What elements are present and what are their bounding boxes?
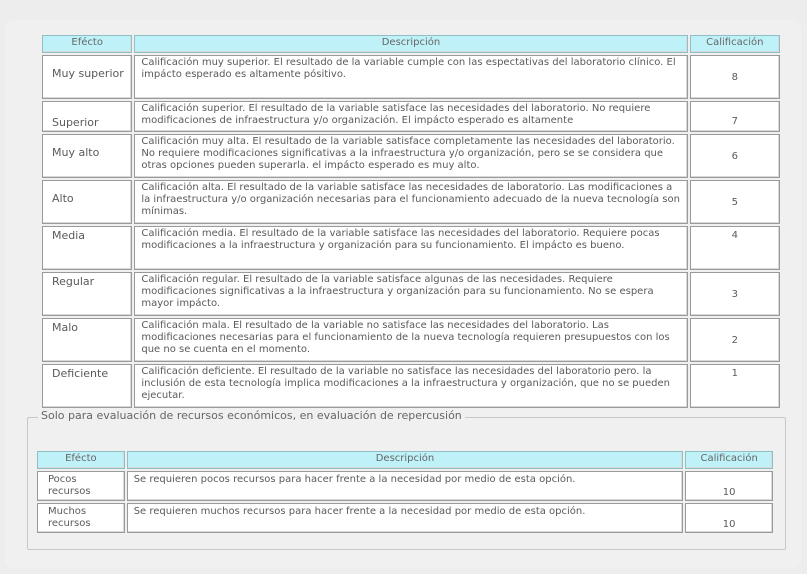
effect-cell: Muy alto: [42, 134, 132, 178]
effect-cell: Regular: [42, 272, 132, 316]
rating-cell: 8: [690, 55, 780, 99]
column-header-effect: Efécto: [37, 451, 125, 469]
effect-cell: Superior: [42, 101, 132, 132]
effect-cell: Alto: [42, 180, 132, 224]
description-cell: Calificación alta. El resultado de la variable satisface las necesidades de laboratorio. Las modificaciones a la infraestructura y/o organización necesarias para el funcionamiento adecuado de la nueva tecnología son mínimas.: [134, 180, 687, 224]
effect-cell: Malo: [42, 318, 132, 362]
rating-cell: 5: [690, 180, 780, 224]
description-cell: Calificación muy alta. El resultado de la variable satisface completamente las necesidades del laboratorio. No requiere modificaciones significativas a la infraestructura y/o organización, pero se se considera que otras opciones pueden superarla. el impácto esperado es muy alto.: [134, 134, 687, 178]
description-cell: Se requieren muchos recursos para hacer frente a la necesidad por medio de esta opción.: [127, 503, 684, 533]
economic-resources-table: [35, 449, 775, 535]
column-header-effect: Efécto: [42, 35, 132, 53]
description-cell: Calificación regular. El resultado de la variable satisface algunas de las necesidades. Requiere modificaciones significativas a la infraestructura y organización para su funcionamiento. No se espera mayor impácto.: [134, 272, 687, 316]
description-cell: Se requieren pocos recursos para hacer frente a la necesidad por medio de esta opción.: [127, 471, 684, 501]
table-row: [37, 503, 773, 533]
description-text: Calificación superior. El resultado de la variable satisface las necesidades del laboratorio. No requiere modificaciones de infraestructura y/o organización. El impácto esperado es altamente: [141, 103, 651, 126]
effect-cell: Pocos recursos: [37, 471, 125, 501]
column-header-description: Descripción: [134, 35, 687, 53]
rating-cell: 3: [690, 272, 780, 316]
rating-cell: 4: [690, 226, 780, 270]
table-row: [42, 226, 780, 270]
table-row: [42, 55, 780, 99]
effect-cell: Muchos recursos: [37, 503, 125, 533]
rating-cell: 10: [685, 471, 773, 501]
table-row: [42, 272, 780, 316]
rating-cell: 1: [690, 364, 780, 408]
table-row: [42, 318, 780, 362]
table-row: [42, 364, 780, 408]
column-header-description: Descripción: [127, 451, 684, 469]
effect-cell: Deficiente: [42, 364, 132, 408]
description-cell: Calificación mala. El resultado de la variable no satisface las necesidades del laboratorio. Las modificaciones necesarias para el funcionamiento de la nueva tecnología requieren presupuestos con los que no se cuenta en el momento.: [134, 318, 687, 362]
effect-cell: Muy superior: [42, 55, 132, 99]
table-row: [37, 471, 773, 501]
rating-cell: 7: [690, 101, 780, 132]
description-cell: [134, 101, 687, 132]
table-header-row: [42, 35, 780, 53]
column-header-rating: Calificación: [685, 451, 773, 469]
table-header-row: [37, 451, 773, 469]
column-header-rating: Calificación: [690, 35, 780, 53]
economic-resources-legend: Solo para evaluación de recursos económicos, en evaluación de repercusión: [38, 409, 465, 422]
effect-cell: Media: [42, 226, 132, 270]
description-cell: Calificación media. El resultado de la variable satisface las necesidades del laboratorio. Requiere pocas modificaciones a la infraestructura y organización para su funcionamiento. El impácto es bueno.: [134, 226, 687, 270]
description-cell: Calificación muy superior. El resultado de la variable cumple con las espectativas del laboratorio clínico. El impácto esperado es altamente pósitivo.: [134, 55, 687, 99]
rating-cell: 2: [690, 318, 780, 362]
table-row: [42, 180, 780, 224]
table-row: [42, 101, 780, 132]
description-cell: Calificación deficiente. El resultado de la variable no satisface las necesidades del laboratorio pero. la inclusión de esta tecnología implica modificaciones a la infraestructura y organización, que no se pueden ejecutar.: [134, 364, 687, 408]
rating-cell: 6: [690, 134, 780, 178]
table-row: [42, 134, 780, 178]
rating-scale-table: [40, 33, 782, 410]
rating-cell: 10: [685, 503, 773, 533]
